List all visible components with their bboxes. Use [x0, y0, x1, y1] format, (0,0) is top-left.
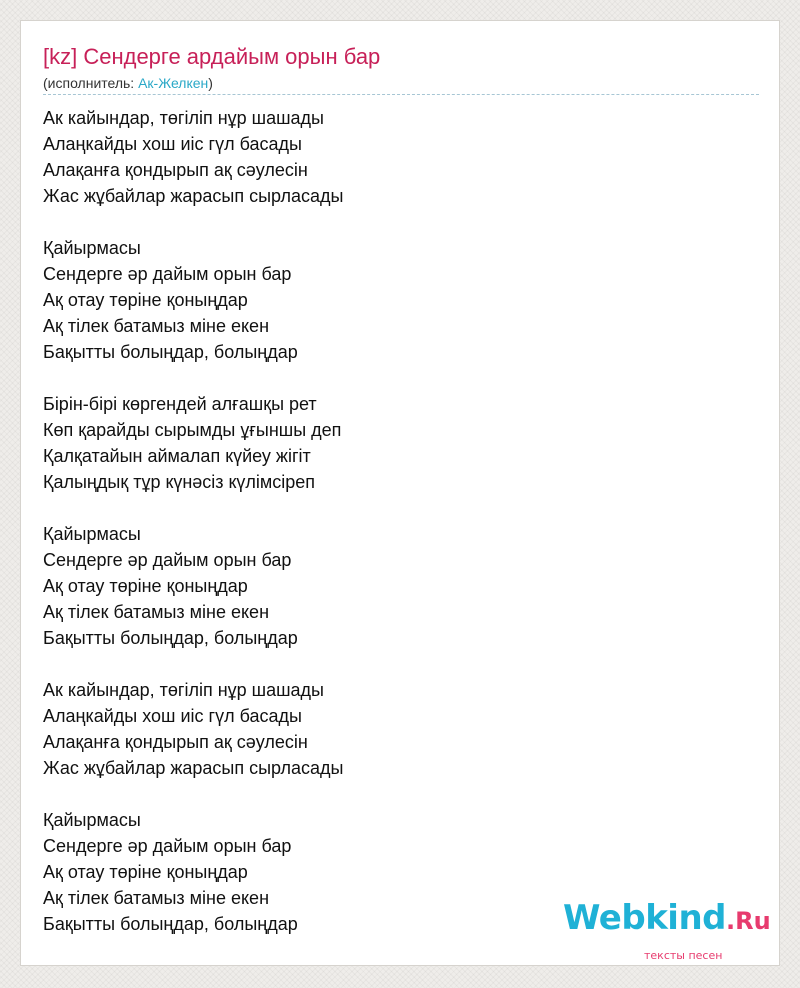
title-divider: [43, 94, 759, 95]
performer-suffix: ): [208, 75, 213, 91]
lyric-line: Қайырмасы: [43, 810, 141, 830]
lyric-line: Сендерге әр дайым орын бар: [43, 836, 292, 856]
lyric-line: Бақытты болыңдар, болыңдар: [43, 628, 298, 648]
lyric-line: Көп қарайды сырымды ұғыншы деп: [43, 420, 342, 440]
lyric-line: Ақ отау төріне қоныңдар: [43, 576, 248, 596]
lyric-line: Қайырмасы: [43, 238, 141, 258]
song-title: [kz] Сендерге ардайым орын бар: [43, 44, 381, 69]
performer-prefix: (исполнитель:: [43, 75, 139, 91]
lyric-line: Ақ отау төріне қоныңдар: [43, 290, 248, 310]
logo-suffix: .Ru: [726, 907, 771, 935]
lyric-line: Бірін-бірі көргендей алғашқы рет: [43, 394, 317, 414]
stanza: [43, 521, 759, 651]
lyric-line: Ақ тілек батамыз міне екен: [43, 316, 270, 336]
performer-link[interactable]: Ак-Желкен: [138, 75, 209, 91]
lyric-line: Қалқатайын аймалап күйеу жігіт: [43, 446, 311, 466]
stanza: [43, 105, 759, 209]
lyric-line: Ақ тілек батамыз міне екен: [43, 888, 270, 908]
lyric-line: Қайырмасы: [43, 524, 141, 544]
stanza: [43, 677, 759, 781]
lyric-line: Ақ тілек батамыз міне екен: [43, 602, 270, 622]
logo-tagline: тексты песен: [644, 949, 723, 962]
lyrics-text: [43, 105, 759, 963]
lyric-line: Сендерге әр дайым орын бар: [43, 550, 292, 570]
lyric-line: Алаңкайды хош иіс гүл басады: [43, 706, 302, 726]
performer-line: [43, 74, 213, 92]
stanza: [43, 235, 759, 365]
lyric-line: Алаңкайды хош иіс гүл басады: [43, 134, 302, 154]
lyrics-card: [20, 20, 780, 966]
lyric-line: Жас жұбайлар жарасып сырласады: [43, 186, 344, 206]
lyric-line: Алақанға қондырып ақ сәулесін: [43, 732, 308, 752]
lyric-line: Ак кайындар, төгіліп нұр шашады: [43, 108, 324, 128]
lyric-line: Қалыңдық тұр күнәсіз күлімсіреп: [43, 472, 316, 492]
logo-wordmark: [563, 898, 771, 941]
lyric-line: Жас жұбайлар жарасып сырласады: [43, 758, 344, 778]
webkind-logo[interactable]: [563, 898, 771, 962]
lyric-line: Сендерге әр дайым орын бар: [43, 264, 292, 284]
lyric-line: Алақанға қондырып ақ сәулесін: [43, 160, 308, 180]
lyric-line: Бақытты болыңдар, болыңдар: [43, 914, 298, 934]
stanza: [43, 391, 759, 495]
lyric-line: Ақ отау төріне қоныңдар: [43, 862, 248, 882]
lyric-line: Бақытты болыңдар, болыңдар: [43, 342, 298, 362]
logo-main-text: Webkind: [563, 898, 726, 938]
lyric-line: Ак кайындар, төгіліп нұр шашады: [43, 680, 324, 700]
